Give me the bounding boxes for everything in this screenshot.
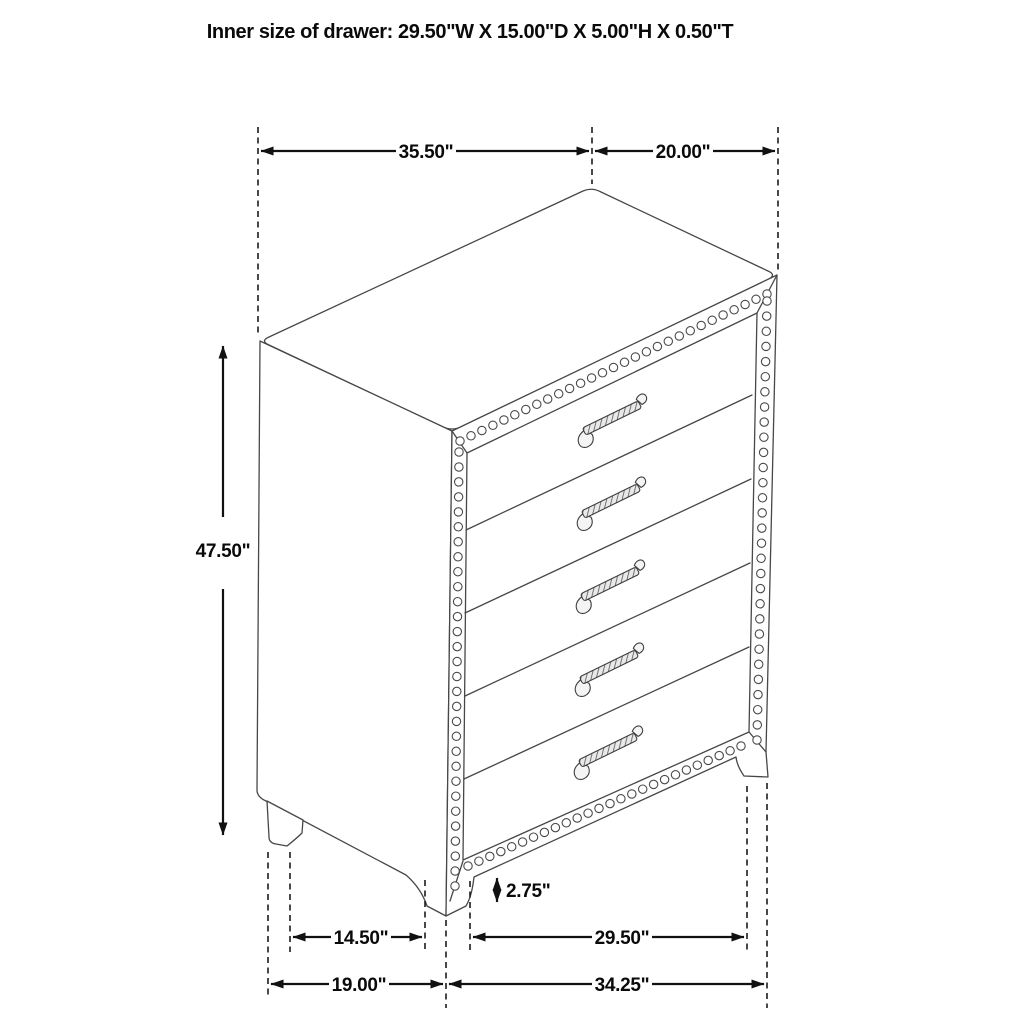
- nailhead-stud: [453, 627, 461, 635]
- nailhead-stud: [760, 403, 768, 411]
- nailhead-stud: [758, 494, 766, 502]
- dim-label-side-feet-spacing: 14.50": [333, 928, 389, 949]
- nailhead-stud: [452, 732, 460, 740]
- nailhead-stud: [753, 736, 761, 744]
- dim-overall-height: [196, 346, 251, 835]
- nailhead-stud: [730, 306, 738, 314]
- nailhead-stud: [478, 426, 486, 434]
- nailhead-stud: [761, 373, 769, 381]
- nailhead-stud: [598, 369, 606, 377]
- nailhead-stud: [757, 554, 765, 562]
- nailhead-stud: [754, 675, 762, 683]
- nailhead-stud: [511, 411, 519, 419]
- nailhead-stud: [453, 642, 461, 650]
- nailhead-stud: [451, 867, 459, 875]
- dim-front-feet-spacing: [473, 928, 744, 949]
- nailhead-stud: [628, 790, 636, 798]
- nailhead-stud: [757, 539, 765, 547]
- nailhead-stud: [576, 379, 584, 387]
- nailhead-stud: [754, 690, 762, 698]
- nailhead-stud: [454, 583, 462, 591]
- nailhead-stud: [762, 342, 770, 350]
- nailhead-stud: [755, 660, 763, 668]
- nailhead-stud: [451, 882, 459, 890]
- nailhead-stud: [620, 358, 628, 366]
- dim-label-foot-height: 2.75": [506, 881, 551, 902]
- nailhead-stud: [454, 508, 462, 516]
- nailhead-stud: [757, 569, 765, 577]
- nailhead-stud: [682, 766, 690, 774]
- nailhead-stud: [453, 672, 461, 680]
- nailhead-stud: [761, 357, 769, 365]
- nailhead-stud: [453, 598, 461, 606]
- nailhead-stud: [617, 795, 625, 803]
- nailhead-stud: [759, 479, 767, 487]
- nailhead-stud: [467, 432, 475, 440]
- nailhead-stud: [761, 388, 769, 396]
- nailhead-stud: [464, 862, 472, 870]
- nailhead-stud: [486, 852, 494, 860]
- nailhead-stud: [587, 374, 595, 382]
- nailhead-stud: [754, 706, 762, 714]
- dim-label-base-width: 34.25": [594, 975, 650, 996]
- nailhead-stud: [544, 395, 552, 403]
- nailhead-stud: [737, 742, 745, 750]
- nailhead-stud: [704, 756, 712, 764]
- nailhead-stud: [741, 300, 749, 308]
- nailhead-stud: [755, 645, 763, 653]
- nailhead-stud: [454, 493, 462, 501]
- nailhead-stud: [609, 363, 617, 371]
- nailhead-stud: [455, 448, 463, 456]
- nailhead-stud: [497, 847, 505, 855]
- nailhead-stud: [726, 747, 734, 755]
- dim-label-overall-height: 47.50": [195, 541, 251, 562]
- dim-foot-height: [497, 878, 551, 902]
- dim-side-feet-spacing: [293, 928, 422, 949]
- dim-label-top-width: 35.50": [398, 142, 454, 163]
- nailhead-stud: [758, 524, 766, 532]
- dim-top-width: [261, 142, 589, 163]
- nailhead-stud: [522, 405, 530, 413]
- nailhead-stud: [758, 509, 766, 517]
- nailhead-stud: [675, 332, 683, 340]
- nailhead-stud: [664, 337, 672, 345]
- nailhead-stud: [755, 630, 763, 638]
- nailhead-stud: [475, 857, 483, 865]
- nailhead-stud: [454, 538, 462, 546]
- nailhead-stud: [584, 809, 592, 817]
- nailhead-stud: [595, 804, 603, 812]
- nailhead-stud: [454, 553, 462, 561]
- nailhead-stud: [540, 828, 548, 836]
- dim-top-depth: [595, 142, 775, 163]
- nailhead-stud: [489, 421, 497, 429]
- dim-label-base-depth: 19.00": [331, 975, 387, 996]
- chest-drawing: [257, 189, 777, 916]
- nailhead-stud: [529, 833, 537, 841]
- nailhead-stud: [697, 321, 705, 329]
- nailhead-stud: [452, 762, 460, 770]
- dim-label-front-feet-spacing: 29.50": [594, 928, 650, 949]
- nailhead-stud: [533, 400, 541, 408]
- nailhead-stud: [551, 823, 559, 831]
- nailhead-stud: [453, 702, 461, 710]
- nailhead-stud: [753, 721, 761, 729]
- nailhead-stud: [686, 327, 694, 335]
- nailhead-stud: [649, 780, 657, 788]
- nailhead-stud: [639, 785, 647, 793]
- nailhead-stud: [752, 295, 760, 303]
- nailhead-stud: [518, 838, 526, 846]
- nailhead-stud: [760, 418, 768, 426]
- nailhead-stud: [453, 612, 461, 620]
- nailhead-stud: [565, 384, 573, 392]
- nailhead-stud: [452, 792, 460, 800]
- nailhead-stud: [452, 777, 460, 785]
- nailhead-stud: [452, 747, 460, 755]
- nailhead-stud: [573, 814, 581, 822]
- nailhead-stud: [508, 843, 516, 851]
- nailhead-stud: [759, 448, 767, 456]
- nailhead-stud: [555, 390, 563, 398]
- dim-base-depth: [271, 975, 443, 996]
- nailhead-stud: [500, 416, 508, 424]
- nailhead-stud: [606, 799, 614, 807]
- nailhead-stud: [653, 342, 661, 350]
- nailhead-stud: [562, 819, 570, 827]
- nailhead-stud: [759, 463, 767, 471]
- nailhead-stud: [452, 717, 460, 725]
- nailhead-stud: [455, 463, 463, 471]
- nailhead-stud: [456, 437, 464, 445]
- nailhead-stud: [642, 348, 650, 356]
- nailhead-stud: [760, 433, 768, 441]
- nailhead-stud: [708, 316, 716, 324]
- nailhead-stud: [763, 312, 771, 320]
- nailhead-stud: [451, 822, 459, 830]
- nailhead-stud: [453, 657, 461, 665]
- nailhead-stud: [762, 327, 770, 335]
- dim-base-width: [449, 975, 764, 996]
- nailhead-stud: [756, 584, 764, 592]
- nailhead-stud: [671, 771, 679, 779]
- nailhead-stud: [719, 311, 727, 319]
- nailhead-stud: [715, 751, 723, 759]
- nailhead-stud: [455, 478, 463, 486]
- nailhead-stud: [453, 687, 461, 695]
- nailhead-stud: [693, 761, 701, 769]
- diagram-title: Inner size of drawer: 29.50"W X 15.00"D X 5.00"H X 0.50"T: [206, 21, 734, 43]
- nailhead-stud: [763, 297, 771, 305]
- nailhead-stud: [451, 837, 459, 845]
- nailhead-stud: [454, 523, 462, 531]
- nailhead-stud: [631, 353, 639, 361]
- nailhead-stud: [660, 775, 668, 783]
- nailhead-stud: [756, 615, 764, 623]
- nailhead-stud: [452, 807, 460, 815]
- nailhead-stud: [756, 600, 764, 608]
- nailhead-stud: [454, 568, 462, 576]
- dim-label-top-depth: 20.00": [655, 142, 711, 163]
- nailhead-stud: [451, 852, 459, 860]
